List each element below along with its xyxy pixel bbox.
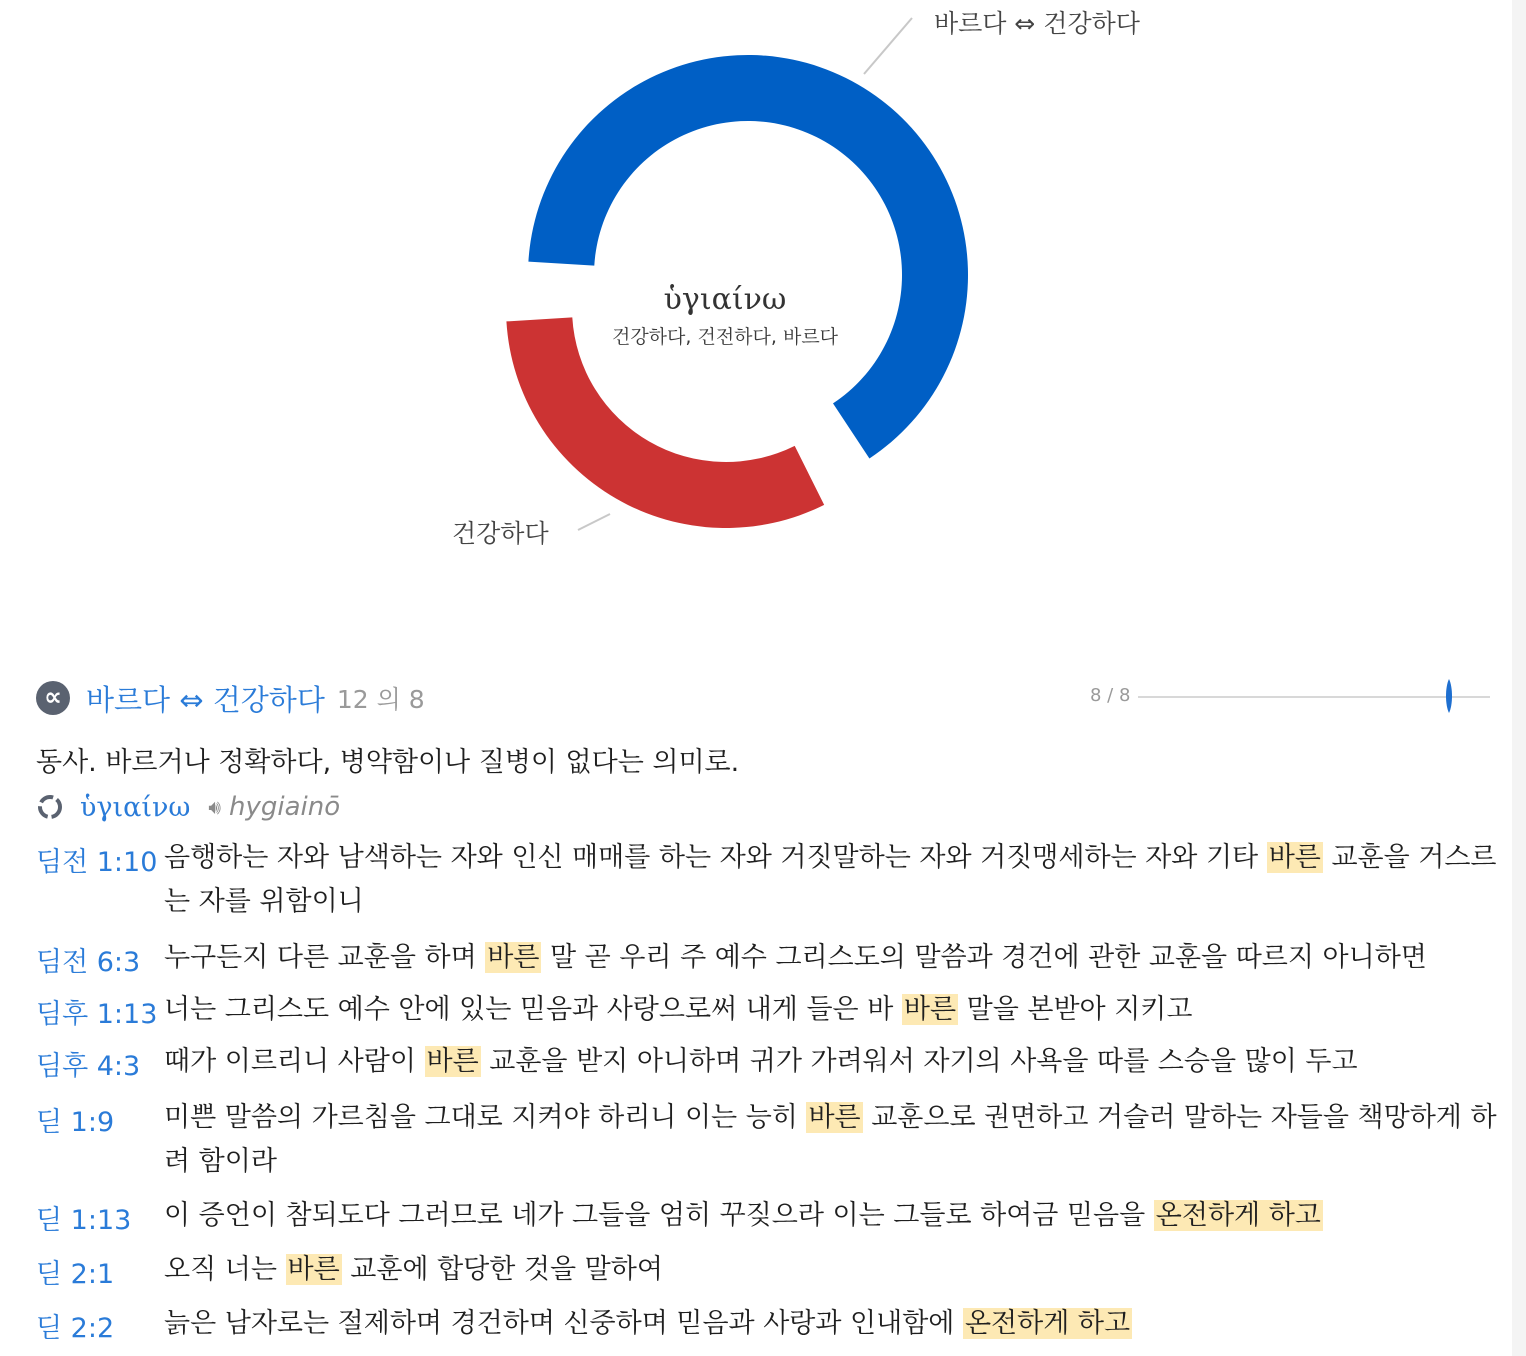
- pager-text: 8 / 8: [1090, 685, 1131, 706]
- lemma-cycle-icon: [36, 793, 64, 821]
- verse-highlight: 바른: [426, 1046, 479, 1077]
- pager-slider-thumb[interactable]: [1443, 677, 1455, 715]
- sense-header: [36, 678, 425, 718]
- verse-text-before: 너는 그리스도 예수 안에 있는 믿음과 사랑으로써 내게 들은 바: [164, 994, 902, 1025]
- verse-text-before: 이 증언이 참되도다 그러므로 네가 그들을 엄히 꾸짖으라 이는 그들로 하여금 믿음을: [164, 1200, 1154, 1231]
- verse-text-before: 음행하는 자와 남색하는 자와 인신 매매를 하는 자와 거짓말하는 자와 거짓맹세하는 자와 기타: [164, 842, 1267, 873]
- sense-proportional-icon: ∝: [36, 681, 70, 715]
- verse-text-before: 미쁜 말씀의 가르침을 그대로 지켜야 하리니 이는 능히: [164, 1102, 807, 1133]
- center-lemma: ὑγιαίνω: [663, 282, 787, 317]
- verse-text-before: 누구든지 다른 교훈을 하며: [164, 942, 486, 973]
- verse-text-before: 늙은 남자로는 절제하며 경건하며 신중하며 믿음과 사랑과 인내함에: [164, 1308, 963, 1339]
- verse-ref-link[interactable]: 딛 1:9: [36, 1107, 115, 1138]
- center-gloss: 건강하다, 건전하다, 바르다: [611, 326, 839, 348]
- verse-highlight: 바른: [1268, 842, 1321, 873]
- verse-text: [164, 836, 1500, 924]
- leader-line-2: [578, 514, 610, 530]
- slice-label-blue[interactable]: 바르다 ⇔ 건강하다: [934, 9, 1140, 38]
- verse-text: [164, 1302, 1500, 1346]
- verse-ref-link[interactable]: 딤전 1:10: [36, 847, 158, 878]
- speaker-icon[interactable]: 🔊︎: [208, 795, 221, 819]
- lemma-greek-link[interactable]: ὑγιαίνω: [80, 791, 191, 823]
- sense-count: 12 의 8: [336, 685, 425, 714]
- verse-text-after: 교훈을 받지 아니하며 귀가 가려워서 자기의 사욕을 따를 스승을 많이 두고: [480, 1046, 1358, 1077]
- slice-label-red[interactable]: 건강하다: [452, 519, 549, 548]
- leader-line-1: [864, 18, 912, 74]
- verse-ref-link[interactable]: 딛 1:13: [36, 1205, 132, 1236]
- verse-ref-link[interactable]: 딛 2:1: [36, 1259, 115, 1290]
- verse-pager: [1060, 682, 1490, 712]
- verse-ref-link[interactable]: 딤후 1:13: [36, 999, 158, 1030]
- verse-highlight: 바른: [903, 994, 957, 1025]
- verse-text: [164, 1096, 1500, 1184]
- verse-highlight: 바른: [808, 1102, 861, 1133]
- verse-text-after: 교훈으로 권면하고 거슬러 말하는 자들을 책망하게 하려 함이라: [164, 1102, 1497, 1177]
- verse-text-before: 때가 이르리니 사람이: [164, 1046, 425, 1077]
- verse-highlight: 온전하게 하고: [964, 1308, 1131, 1339]
- lemma-row: [36, 788, 340, 826]
- verse-text-after: 교훈에 합당한 것을 말하여: [341, 1254, 663, 1285]
- verse-text-after: 말을 본받아 지키고: [958, 994, 1193, 1025]
- verse-ref-link[interactable]: 딤후 4:3: [36, 1051, 141, 1082]
- verse-text-after: 말 곧 우리 주 예수 그리스도의 말씀과 경건에 관한 교훈을 따르지 아니하면: [541, 942, 1427, 973]
- verse-highlight: 바른: [487, 942, 540, 973]
- sense-definition: 동사. 바르거나 정확하다, 병약함이나 질병이 없다는 의미로.: [36, 747, 740, 778]
- chart-center-label: [540, 282, 910, 349]
- verse-text: [164, 1248, 1500, 1292]
- lemma-transliteration: hygiainō: [229, 792, 341, 822]
- verse-ref-link[interactable]: 딛 2:2: [36, 1313, 115, 1344]
- verse-text: [164, 988, 1500, 1032]
- sense-donut-chart: [0, 0, 1512, 620]
- scrollbar-track[interactable]: [1512, 0, 1526, 1356]
- sense-title-link[interactable]: 바르다 ⇔ 건강하다: [86, 682, 325, 717]
- verse-ref-link[interactable]: 딤전 6:3: [36, 947, 141, 978]
- verse-highlight: 온전하게 하고: [1155, 1200, 1321, 1231]
- verse-text: [164, 936, 1500, 980]
- verse-highlight: 바른: [287, 1254, 340, 1285]
- verse-text-before: 오직 너는: [164, 1254, 286, 1285]
- verse-text: [164, 1040, 1500, 1084]
- verse-text: [164, 1194, 1500, 1238]
- pager-slider-track[interactable]: [1138, 696, 1490, 698]
- verse-text-after: 교훈을 거스르는 자를 위함이니: [164, 842, 1497, 917]
